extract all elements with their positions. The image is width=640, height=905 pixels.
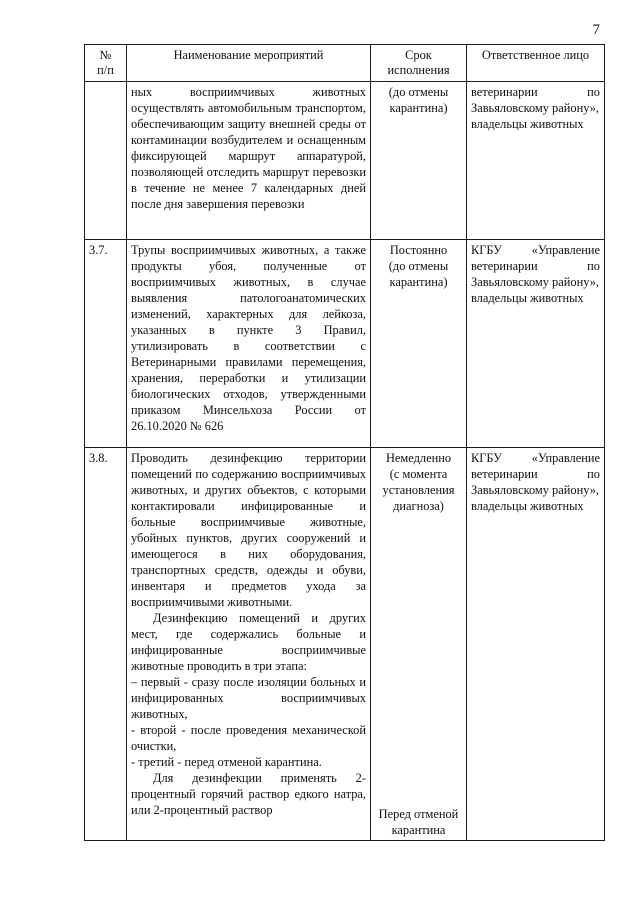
header-name: Наименование мероприятий	[127, 45, 371, 82]
action-step: - второй - после проведения механической очистки,	[131, 723, 366, 753]
action-step: – первый - сразу после изоляции больных и инфицированных восприимчивых животных,	[131, 675, 366, 721]
row-num: 3.7.	[85, 240, 127, 448]
table-row	[85, 82, 605, 240]
row-responsible: КГБУ «Управление ветеринарии по Завьяловскому району», владельцы животных	[467, 240, 605, 448]
action-paragraph-1: Проводить дезинфекцию территории помещений по содержанию восприимчивых животных, и других объектов, с которыми контактировали инфицированные и больные восприимчивые животные, убойных пунктов, других сооружений и имеющегося в них оборудования, транспортных средств, одежды и обуви, инвентаря и предметов ухода за восприимчивыми животными.	[131, 451, 366, 609]
row-term: (до отмены карантина)	[371, 82, 467, 240]
term-spacer	[375, 514, 462, 806]
table-row	[85, 448, 605, 841]
row-num	[85, 82, 127, 240]
table-header-row	[85, 45, 605, 82]
header-term: Срок исполнения	[371, 45, 467, 82]
action-paragraph-2: Дезинфекцию помещений и других мест, где содержались больные и инфицированные восприимчивые животные проводить в три этапа:	[131, 611, 366, 673]
page-number: 7	[592, 22, 600, 38]
row-num: 3.8.	[85, 448, 127, 841]
row-term	[371, 448, 467, 841]
row-responsible: КГБУ «Управление ветеринарии по Завьяловскому району», владельцы животных	[467, 448, 605, 841]
term-immediate: Немедленно (с момента установления диагноза)	[382, 451, 455, 513]
table-row	[85, 240, 605, 448]
header-responsible: Ответственное лицо	[467, 45, 605, 82]
action-paragraph-3: Для дезинфекции применять 2-процентный горячий раствор едкого натра, или 2-процентный раствор	[131, 771, 366, 817]
row-action: Трупы восприимчивых животных, а также продукты убоя, полученные от восприимчивых животных, в случае выявления патологоанатомических изменений, характерных для лейкоза, указанных в пункте 3 Правил, утилизировать в соответствии с Ветеринарными правилами перемещения, хранения, переработки и утилизации биологических отходов, утвержденными приказом Минсельхоза России от 26.10.2020 № 626	[127, 240, 371, 448]
header-num: № п/п	[85, 45, 127, 82]
measures-table	[84, 44, 605, 841]
row-action: ных восприимчивых животных осуществлять автомобильным транспортом, обеспечивающим защиту внешней среды от контаминации возбудителем и оснащенным фиксирующей маршрут аппаратурой, позволяющей отследить маршрут перевозки в течение не менее 7 календарных дней после дня завершения перевозки	[127, 82, 371, 240]
term-before-cancel: Перед отменой карантина	[378, 807, 459, 837]
action-step: - третий - перед отменой карантина.	[131, 755, 322, 769]
row-responsible: ветеринарии по Завьяловскому району», владельцы животных	[467, 82, 605, 240]
row-term: Постоянно (до отмены карантина)	[371, 240, 467, 448]
row-action	[127, 448, 371, 841]
